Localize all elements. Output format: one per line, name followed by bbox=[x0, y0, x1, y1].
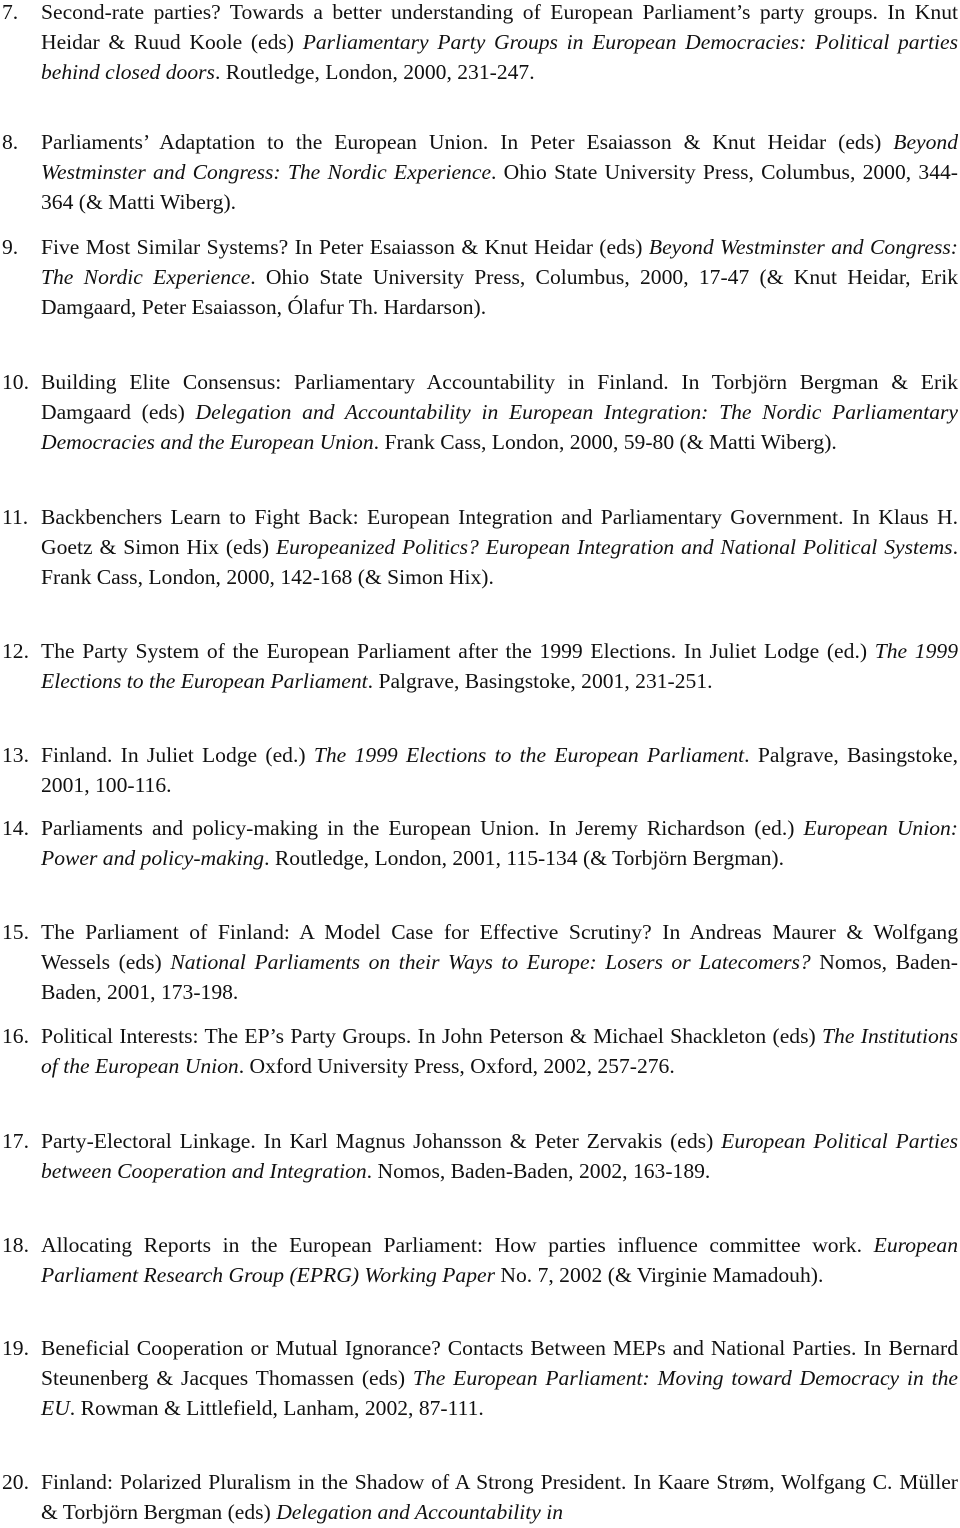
reference-text-segment: . Rowman & Littlefield, Lanham, 2002, 87-111. bbox=[69, 1396, 484, 1420]
reference-title-italic: Delegation and Accountability in bbox=[276, 1500, 564, 1524]
reference-title-italic: European Political Parties between Cooperation and Integration bbox=[41, 1129, 958, 1183]
reference-entry bbox=[0, 813, 958, 873]
reference-title-italic: Beyond Westminster and Congress: The Nordic Experience bbox=[41, 235, 958, 289]
reference-number: 10. bbox=[2, 370, 29, 394]
reference-title-italic: The 1999 Elections to the European Parliament bbox=[313, 743, 745, 767]
reference-text-segment: . Palgrave, Basingstoke, 2001, 231-251. bbox=[367, 669, 713, 693]
reference-title-italic: Parliamentary Party Groups in European Democracies: Political parties behind closed doors bbox=[41, 30, 958, 84]
reference-number: 17. bbox=[2, 1129, 29, 1153]
reference-text-segment: Finland: Polarized Pluralism in the Shadow of A Strong President. In Kaare Strøm, Wolfgang C. Müller & Torbjörn Bergman (eds) bbox=[41, 1470, 958, 1524]
reference-title-italic: The European Parliament: Moving toward Democracy in the EU bbox=[41, 1366, 959, 1420]
reference-entry bbox=[0, 502, 958, 592]
reference-number: 20. bbox=[2, 1470, 29, 1494]
reference-text bbox=[41, 367, 958, 457]
reference-text bbox=[41, 1021, 958, 1081]
reference-title-italic: National Parliaments on their Ways to Europe: Losers or Latecomers? bbox=[170, 950, 811, 974]
reference-title-italic: Europeanized Politics? European Integration and National Political Systems bbox=[275, 535, 953, 559]
reference-text-segment: Allocating Reports in the European Parliament: How parties influence committee work. bbox=[41, 1233, 874, 1257]
reference-number: 15. bbox=[2, 920, 29, 944]
reference-text-segment: Beneficial Cooperation or Mutual Ignorance? Contacts Between MEPs and National Parties. In Bernard Steunenberg & Jacques Thomassen (eds) bbox=[41, 1336, 958, 1390]
reference-text-segment: Parliaments’ Adaptation to the European Union. In Peter Esaiasson & Knut Heidar (eds) bbox=[41, 130, 894, 154]
reference-text-segment: The Party System of the European Parliament after the 1999 Elections. In Juliet Lodge (ed.) bbox=[41, 639, 875, 663]
reference-text-segment: . Frank Cass, London, 2000, 142-168 (& Simon Hix). bbox=[41, 535, 958, 589]
reference-entry bbox=[0, 917, 958, 1007]
reference-entry bbox=[0, 1333, 958, 1423]
reference-title-italic: The 1999 Elections to the European Parliament bbox=[41, 639, 958, 693]
reference-entry bbox=[0, 1467, 958, 1527]
reference-text-segment: . Nomos, Baden-Baden, 2002, 163-189. bbox=[366, 1159, 711, 1183]
reference-entry bbox=[0, 1126, 958, 1186]
reference-number: 12. bbox=[2, 639, 29, 663]
reference-text-segment: Parliaments and policy-making in the European Union. In Jeremy Richardson (ed.) bbox=[41, 816, 804, 840]
reference-text-segment: Finland. In Juliet Lodge (ed.) bbox=[41, 743, 314, 767]
reference-number: 18. bbox=[2, 1233, 29, 1257]
reference-title-italic: Delegation and Accountability in European Integration: The Nordic Parliamentary Democracies and the European Union bbox=[41, 400, 958, 454]
reference-text bbox=[41, 636, 958, 696]
reference-text bbox=[41, 0, 958, 87]
reference-number: 8. bbox=[2, 130, 19, 154]
reference-title-italic: Beyond Westminster and Congress: The Nordic Experience bbox=[41, 130, 958, 184]
reference-text-segment: . Routledge, London, 2001, 115-134 (& Torbjörn Bergman). bbox=[264, 846, 784, 870]
reference-text bbox=[41, 1230, 958, 1290]
reference-entry bbox=[0, 636, 958, 696]
reference-text-segment: Second-rate parties? Towards a better understanding of European Parliament’s party groups. In Knut Heidar & Ruud Koole (eds) bbox=[41, 0, 958, 54]
reference-text bbox=[41, 232, 958, 322]
reference-text-segment: Backbenchers Learn to Fight Back: European Integration and Parliamentary Government. In Klaus H. Goetz & Simon Hix (eds) bbox=[41, 505, 958, 559]
reference-text bbox=[41, 813, 958, 873]
reference-number: 9. bbox=[2, 235, 19, 259]
reference-text bbox=[41, 1126, 958, 1186]
reference-text-segment: . Palgrave, Basingstoke, 2001, 100-116. bbox=[41, 743, 958, 797]
reference-text-segment: Nomos, Baden-Baden, 2001, 173-198. bbox=[41, 950, 958, 1004]
reference-text-segment: . Ohio State University Press, Columbus, 2000, 344-364 (& Matti Wiberg). bbox=[41, 160, 958, 214]
reference-text-segment: Five Most Similar Systems? In Peter Esaiasson & Knut Heidar (eds) bbox=[41, 235, 649, 259]
reference-entry bbox=[0, 1021, 958, 1081]
reference-number: 16. bbox=[2, 1024, 29, 1048]
reference-title-italic: European Union: Power and policy-making bbox=[41, 816, 958, 870]
reference-entry bbox=[0, 127, 958, 217]
reference-text bbox=[41, 502, 958, 592]
reference-entry bbox=[0, 0, 958, 87]
reference-text-segment: Party-Electoral Linkage. In Karl Magnus Johansson & Peter Zervakis (eds) bbox=[41, 1129, 722, 1153]
reference-number: 19. bbox=[2, 1336, 29, 1360]
reference-text-segment: . Ohio State University Press, Columbus, 2000, 17-47 (& Knut Heidar, Erik Damgaard, Peter Esaiasson, Ólafur Th. Hardarson). bbox=[41, 265, 959, 319]
reference-text-segment: No. 7, 2002 (& Virginie Mamadouh). bbox=[494, 1263, 824, 1287]
reference-text-segment: . Frank Cass, London, 2000, 59-80 (& Matti Wiberg). bbox=[373, 430, 837, 454]
reference-number: 7. bbox=[2, 0, 19, 24]
reference-entry bbox=[0, 740, 958, 800]
reference-text-segment: Political Interests: The EP’s Party Groups. In John Peterson & Michael Shackleton (eds) bbox=[41, 1024, 823, 1048]
reference-entry bbox=[0, 232, 958, 322]
reference-title-italic: The Institutions of the European Union bbox=[41, 1024, 958, 1078]
reference-number: 13. bbox=[2, 743, 29, 767]
reference-text bbox=[41, 127, 958, 217]
reference-number: 11. bbox=[2, 505, 29, 529]
reference-text bbox=[41, 740, 958, 800]
reference-title-italic: European Parliament Research Group (EPRG) Working Paper bbox=[41, 1233, 958, 1287]
reference-text-segment: The Parliament of Finland: A Model Case for Effective Scrutiny? In Andreas Maurer & Wolfgang Wessels (eds) bbox=[41, 920, 958, 974]
reference-text bbox=[41, 1467, 958, 1527]
reference-text-segment: Building Elite Consensus: Parliamentary Accountability in Finland. In Torbjörn Bergman & Erik Damgaard (eds) bbox=[41, 370, 958, 424]
reference-text-segment: . Oxford University Press, Oxford, 2002, 257-276. bbox=[238, 1054, 675, 1078]
reference-text bbox=[41, 917, 958, 1007]
reference-entry bbox=[0, 367, 958, 457]
reference-entry bbox=[0, 1230, 958, 1290]
reference-text-segment: . Routledge, London, 2000, 231-247. bbox=[214, 60, 535, 84]
reference-number: 14. bbox=[2, 816, 29, 840]
reference-text bbox=[41, 1333, 958, 1423]
